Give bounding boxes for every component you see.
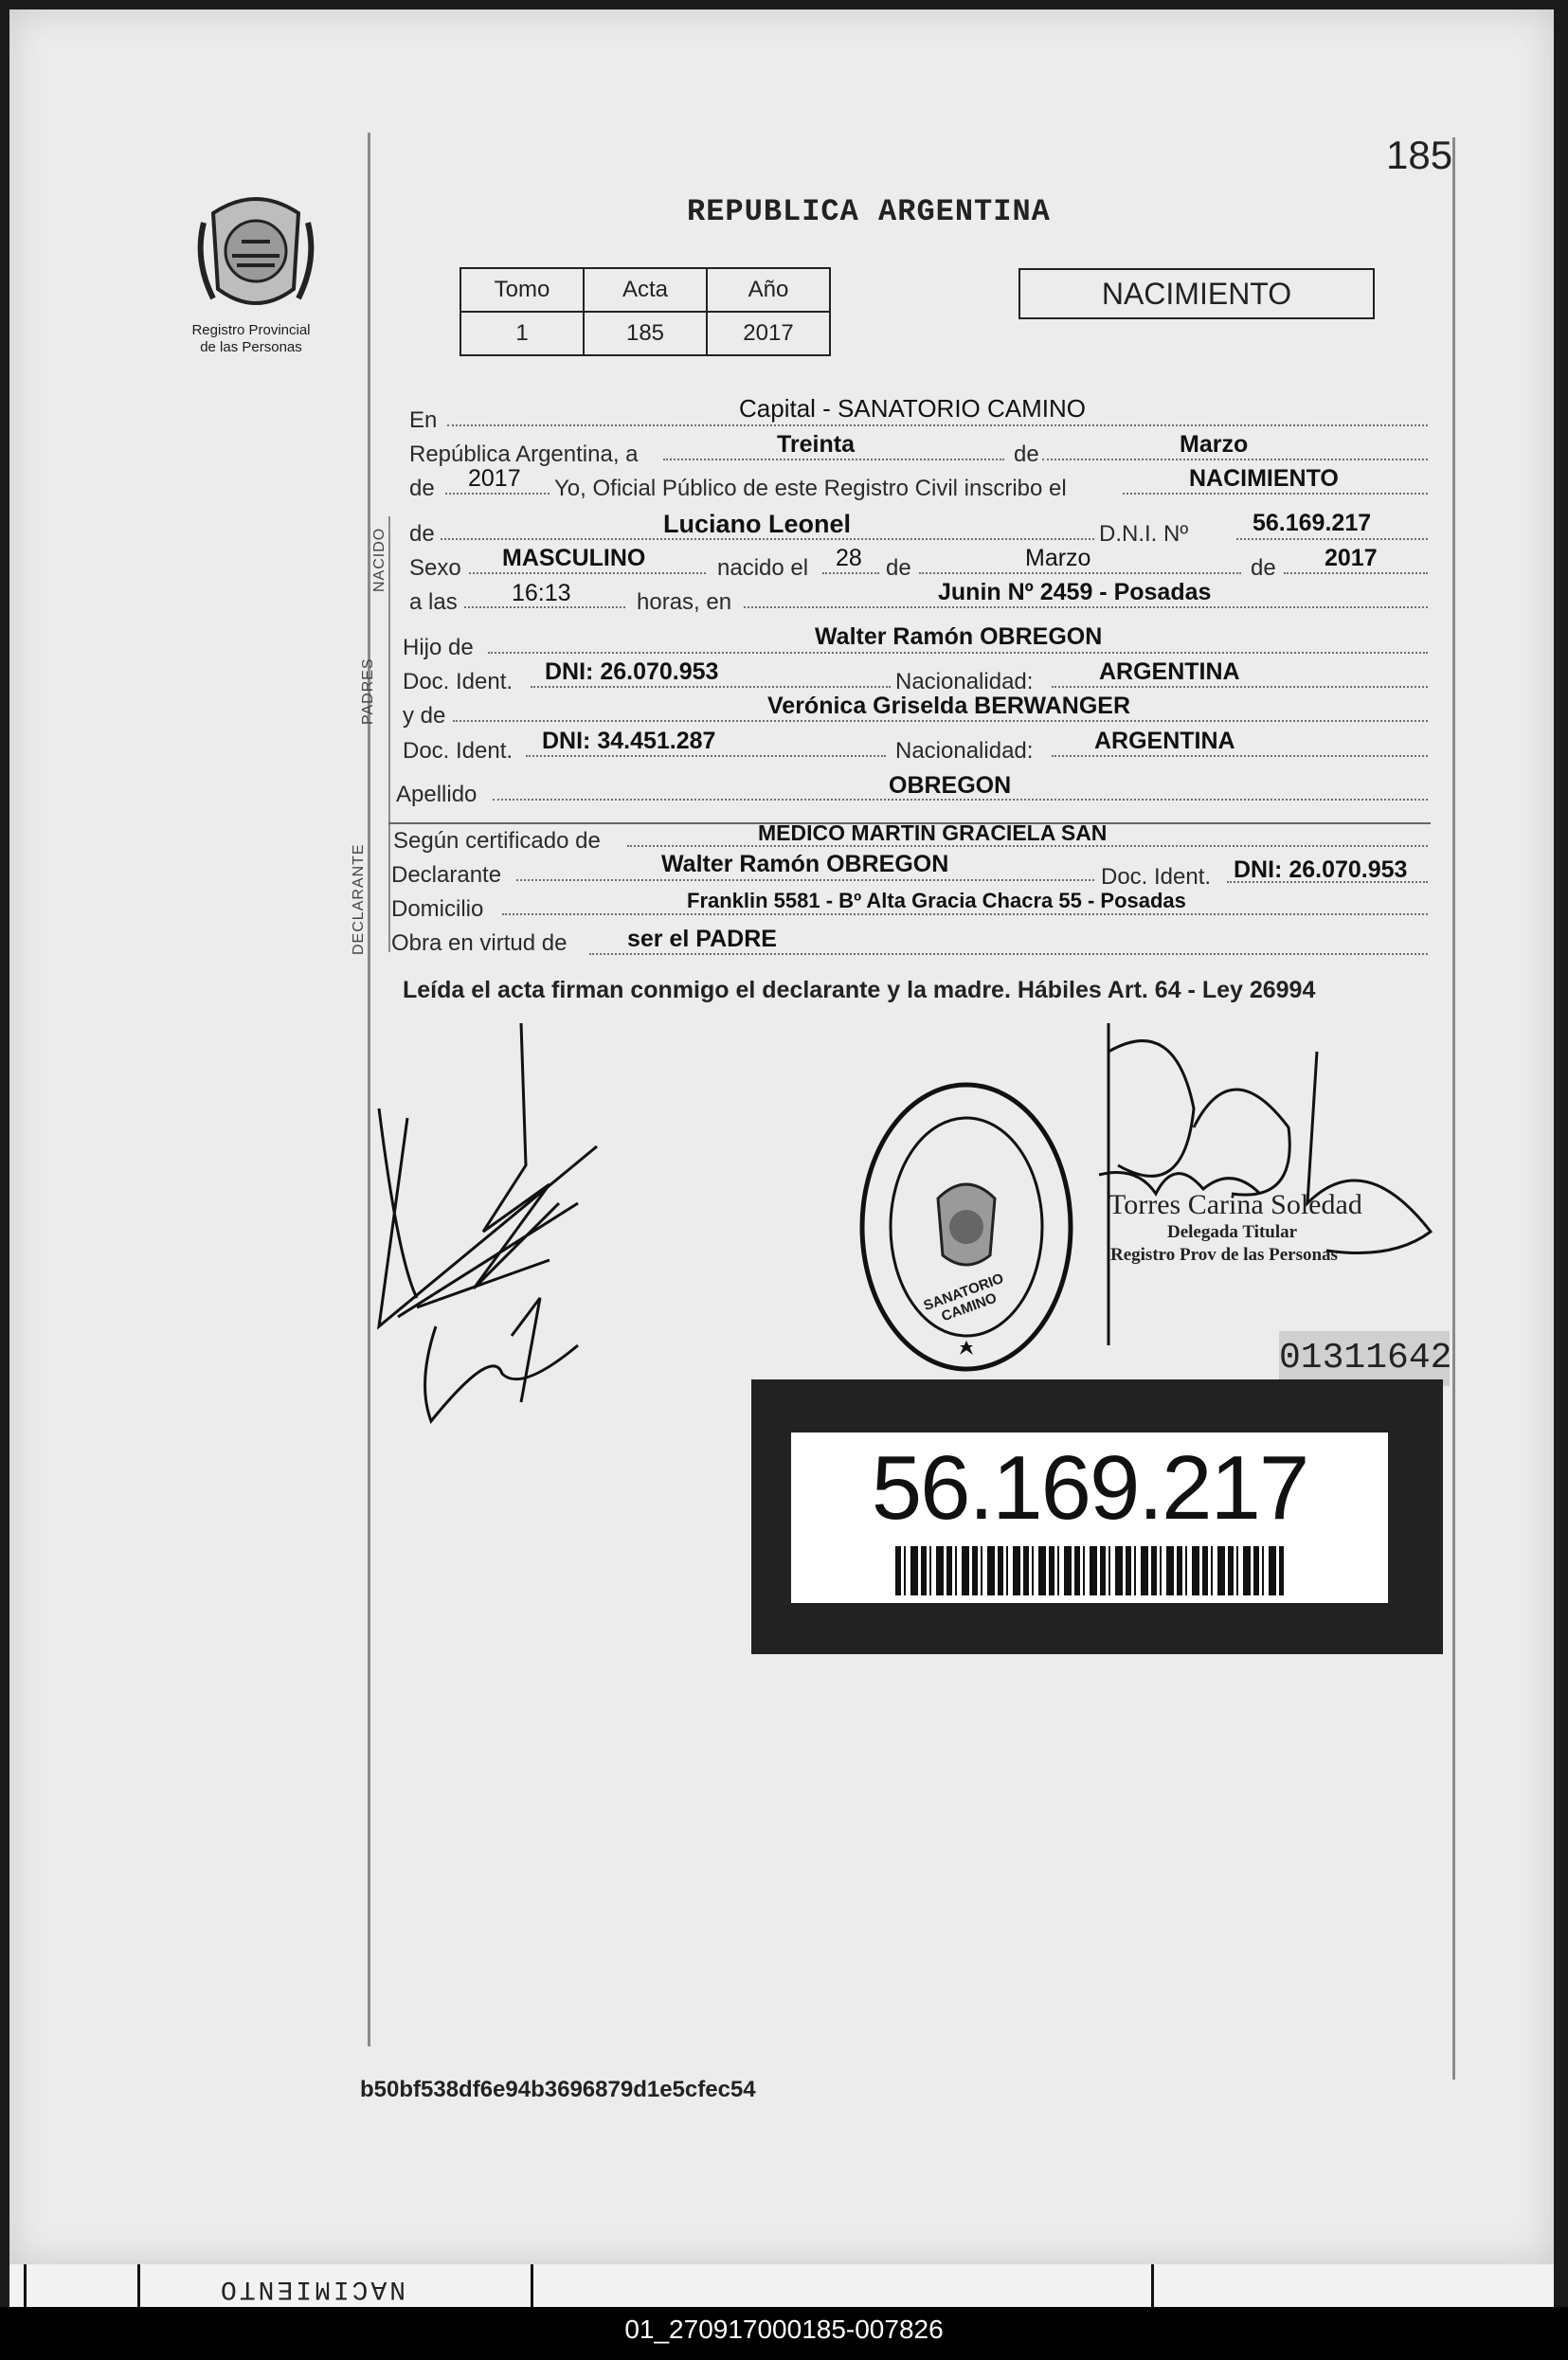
dotted-line	[453, 720, 1428, 722]
page-number: 185	[1386, 133, 1453, 177]
value-dni: 56.169.217	[1253, 510, 1372, 536]
strip-divider	[137, 2264, 140, 2307]
logo-caption-1: Registro Provincial	[191, 322, 311, 338]
label-doc-ident-3: Doc. Ident.	[1101, 864, 1212, 890]
dotted-line	[469, 572, 706, 574]
value-hora: 16:13	[512, 580, 571, 606]
official-org: Registro Prov de las Personas	[1110, 1245, 1338, 1265]
section-divider-line	[388, 516, 390, 952]
official-seal	[857, 1080, 1075, 1374]
value-mes-nac: Marzo	[1025, 545, 1091, 571]
section-label-declarante: DECLARANTE	[351, 843, 367, 955]
label-de-anio: de	[409, 476, 435, 501]
value-padre-dni: DNI: 26.070.953	[545, 658, 719, 685]
label-de-dia: de	[886, 555, 911, 581]
official-name: Torres Carina Soledad	[1108, 1189, 1362, 1220]
label-nacido-el: nacido el	[717, 555, 809, 581]
section-label-nacido: NACIDO	[371, 527, 387, 592]
strip-divider	[531, 2264, 533, 2307]
signing-legend: Leída el acta firman conmigo el declarante y la madre. Hábiles Art. 64 - Ley 26994	[403, 977, 1316, 1003]
label-apellido: Apellido	[396, 782, 478, 807]
dotted-line	[526, 755, 886, 757]
tomo-header: Tomo	[460, 268, 584, 312]
dotted-line	[589, 953, 1428, 955]
value-padre: Walter Ramón OBREGON	[815, 623, 1103, 650]
tomo-acta-anio-table	[460, 267, 831, 356]
value-nombre: Luciano Leonel	[663, 510, 852, 538]
label-nacionalidad-2: Nacionalidad:	[895, 738, 1034, 764]
label-obra: Obra en virtud de	[391, 930, 568, 956]
value-lugar-nac: Junin Nº 2459 - Posadas	[938, 579, 1212, 605]
province-logo	[194, 185, 317, 317]
anio-value: 2017	[707, 312, 830, 355]
strip-divider	[1151, 2264, 1154, 2307]
label-doc-ident-2: Doc. Ident.	[403, 738, 514, 764]
label-de-mes: de	[1014, 441, 1039, 467]
coat-of-arms-icon	[194, 185, 317, 317]
sticker-number: 56.169.217	[871, 1437, 1308, 1539]
label-domicilio: Domicilio	[391, 896, 484, 922]
value-dia-letras: Treinta	[777, 431, 855, 458]
value-obra: ser el PADRE	[627, 926, 777, 952]
dotted-line	[744, 606, 1428, 608]
document-hash: b50bf538df6e94b3696879d1e5cfec54	[360, 2077, 756, 2102]
tipo-acta-box: NACIMIENTO	[1018, 268, 1375, 319]
anio-header: Año	[707, 268, 830, 312]
value-declarante: Walter Ramón OBREGON	[661, 851, 949, 877]
dotted-line	[488, 652, 1428, 654]
seal-inner-text: SANATORIO CAMINO	[921, 1270, 1006, 1325]
declarant-signature	[360, 1014, 625, 1468]
label-de-nombre: de	[409, 521, 435, 547]
value-domicilio: Franklin 5581 - Bº Alta Gracia Chacra 55 - Posadas	[687, 889, 1186, 912]
label-doc-ident-1: Doc. Ident.	[403, 669, 514, 694]
dotted-line	[447, 424, 1428, 426]
dotted-line	[1042, 459, 1428, 460]
label-dni: D.N.I. Nº	[1099, 521, 1189, 547]
value-sexo: MASCULINO	[502, 545, 646, 571]
dotted-line	[445, 493, 550, 495]
barcode	[895, 1546, 1284, 1595]
bottom-strip-text: NACIMIENTO	[218, 2274, 406, 2303]
dotted-line	[502, 913, 1428, 915]
label-a-las: a las	[409, 589, 458, 615]
logo-caption-2: de las Personas	[200, 339, 302, 355]
id-sticker	[751, 1379, 1443, 1654]
value-madre: Verónica Griselda BERWANGER	[767, 693, 1130, 719]
label-hijo-de: Hijo de	[403, 635, 474, 660]
sticker-label	[791, 1432, 1388, 1603]
value-madre-dni: DNI: 34.451.287	[542, 728, 716, 754]
value-madre-nac: ARGENTINA	[1094, 728, 1235, 754]
official-signature	[1080, 1014, 1459, 1345]
dotted-line	[1236, 538, 1428, 540]
section-label-padres: PADRES	[360, 658, 376, 725]
value-anio-nac: 2017	[1325, 545, 1378, 571]
label-en: En	[409, 407, 438, 433]
value-certificado: MEDICO MARTIN GRACIELA SAN	[758, 820, 1108, 845]
document-title: REPUBLICA ARGENTINA	[687, 194, 1051, 229]
label-republica: República Argentina, a	[409, 441, 639, 467]
strip-divider	[24, 2264, 27, 2307]
footer-file-id: 01_270917000185-007826	[624, 2315, 944, 2344]
value-apellido: OBREGON	[889, 772, 1012, 799]
value-padre-nac: ARGENTINA	[1099, 658, 1240, 685]
label-horas-en: horas, en	[637, 589, 732, 615]
value-lugar: Capital - SANATORIO CAMINO	[739, 394, 1086, 423]
label-declarante: Declarante	[391, 862, 502, 888]
value-mes: Marzo	[1180, 431, 1249, 458]
label-nacionalidad-1: Nacionalidad:	[895, 669, 1034, 694]
tomo-value: 1	[460, 312, 584, 355]
dotted-line	[1052, 686, 1428, 688]
label-segun: Según certificado de	[393, 828, 601, 854]
value-acto: NACIMIENTO	[1189, 465, 1339, 492]
dotted-line	[516, 879, 1094, 881]
dotted-line	[1284, 572, 1428, 574]
dotted-line	[663, 459, 1004, 460]
label-oficial: Yo, Oficial Público de este Registro Civil inscribo el	[554, 476, 1067, 501]
dotted-line	[1123, 493, 1428, 495]
dotted-line	[1052, 755, 1428, 757]
value-declarante-dni: DNI: 26.070.953	[1234, 856, 1408, 883]
acta-header: Acta	[584, 268, 707, 312]
label-de-anio2: de	[1251, 555, 1276, 581]
dotted-line	[531, 686, 891, 688]
official-role: Delegada Titular	[1167, 1222, 1298, 1242]
seal-icon	[857, 1080, 1075, 1374]
value-anio: 2017	[468, 465, 521, 492]
value-dia-nac: 28	[836, 545, 862, 571]
label-y-de: y de	[403, 703, 446, 729]
serial-number: 01311642	[1279, 1331, 1450, 1386]
dotted-line	[919, 572, 1241, 574]
label-sexo: Sexo	[409, 555, 461, 581]
acta-value: 185	[584, 312, 707, 355]
dotted-line	[822, 572, 879, 574]
